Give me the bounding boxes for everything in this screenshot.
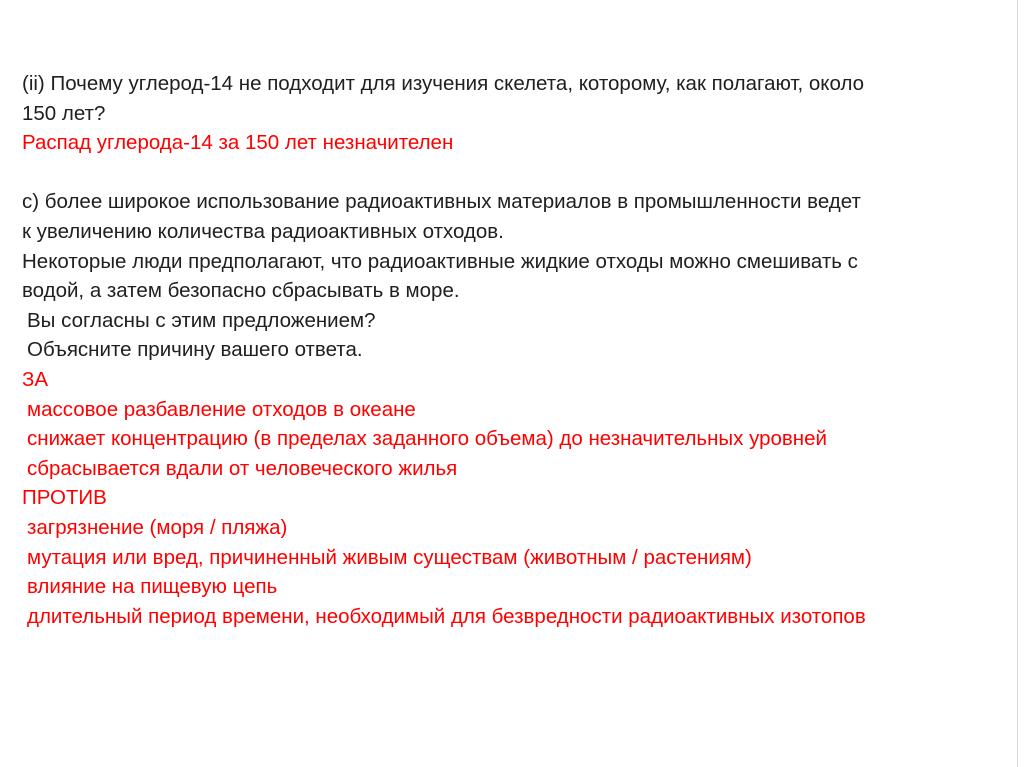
against-item: мутация или вред, причиненный живым существам (животным / растениям) [27,545,752,569]
against-item: влияние на пищевую цепь [27,575,278,599]
question-c-line-2: к увеличению количества радиоактивных отходов. [22,219,504,243]
for-heading: ЗА [22,367,49,391]
for-item: массовое разбавление отходов в океане [27,397,416,421]
against-item: длительный период времени, необходимый для безвредности радиоактивных изотопов [27,604,866,628]
question-c-line-1: c) более широкое использование радиоактивных материалов в промышленности ведет [22,190,861,214]
question-c-line-4: водой, а затем безопасно сбрасывать в море. [22,279,460,303]
against-item: загрязнение (моря / пляжа) [27,515,288,539]
question-c-line-6: Объясните причину вашего ответа. [27,338,363,362]
question-ii-answer: Распад углерода-14 за 150 лет незначителен [22,131,454,155]
question-c-line-5: Вы согласны с этим предложением? [27,308,376,332]
question-c-line-3: Некоторые люди предполагают, что радиоактивные жидкие отходы можно смешивать с [22,249,858,273]
against-heading: ПРОТИВ [22,486,107,510]
for-item: сбрасывается вдали от человеческого жилья [27,456,458,480]
question-ii-line-2: 150 лет? [22,101,106,125]
question-ii-line-1: (ii) Почему углерод-14 не подходит для изучения скелета, которому, как полагают, около [22,72,865,95]
for-item: снижает концентрацию (в пределах заданного объема) до незначительных уровней [27,427,827,451]
paragraph-gap [22,158,1007,188]
slide-content [22,69,1007,631]
